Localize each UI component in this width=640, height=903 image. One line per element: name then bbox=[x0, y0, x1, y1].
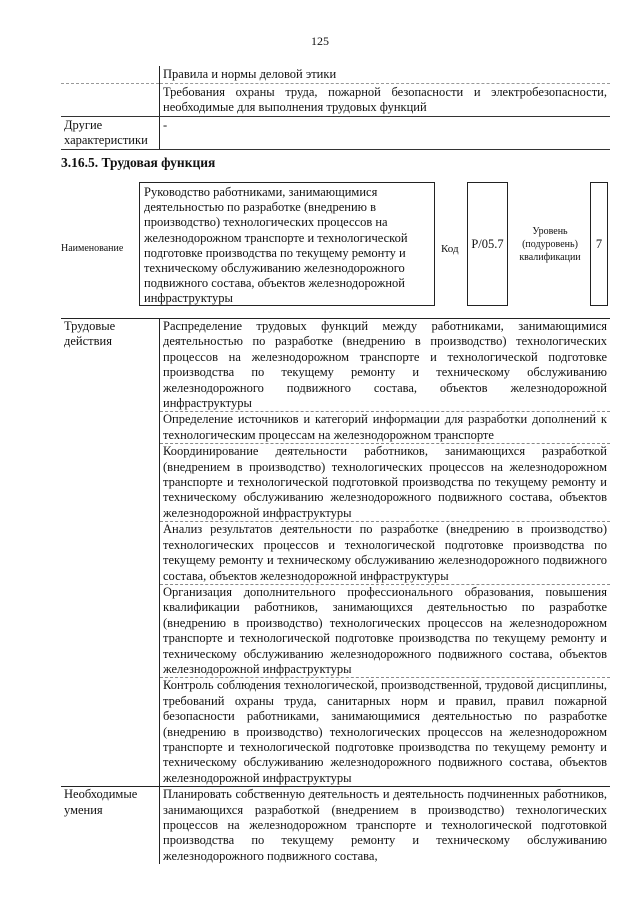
required-skill-item: Планировать собственную деятельность и деятельность подчиненных работников, занимающихся разработкой (внедрением в производство) технологических процессов на железнодорожном транспорте и технологической подготовкой производства по текущему ремонту и техническому обслуживанию железнодорожного подвижного состава, bbox=[163, 787, 607, 863]
code-label: Код bbox=[441, 243, 459, 255]
row-label: Другие характеристики bbox=[61, 117, 160, 150]
table-row bbox=[61, 117, 610, 150]
row-label bbox=[61, 84, 160, 117]
name-label: Наименование bbox=[61, 243, 124, 254]
labor-action-item: Координирование деятельности работников, занимающихся разработкой (внедрением в производство) технологических процессов на железнодорожном транспорте и технологической подготовкой производства по текущему ремонту и техническому обслуживанию железнодорожного подвижного состава, объектов железнодорожной инфраструктуры bbox=[160, 444, 611, 522]
table-row bbox=[61, 66, 610, 84]
function-code-box: Р/05.7 bbox=[467, 182, 508, 306]
labor-function-table bbox=[61, 318, 610, 864]
row-text: - bbox=[160, 117, 611, 150]
section-title: 3.16.5. Трудовая функция bbox=[61, 155, 216, 170]
required-skills-label: Необходимые умения bbox=[61, 787, 160, 865]
table-row bbox=[61, 787, 610, 865]
labor-action-item: Распределение трудовых функций между работниками, занимающимися деятельностью по разработке (внедрению в производство) технологических процессов на железнодорожном транспорте и технологической подготовке производства по текущему ремонту и техническому обслуживанию железнодорожного подвижного состава, объектов железнодорожной инфраструктуры bbox=[160, 319, 611, 412]
labor-actions-label: Трудовые действия bbox=[61, 319, 160, 412]
row-label bbox=[61, 66, 160, 84]
row-text: Правила и нормы деловой этики bbox=[160, 66, 611, 84]
labor-action-item: Определение источников и категорий информации для разработки дополнений к технологическим процессам на железнодорожном транспорте bbox=[160, 412, 611, 444]
page-number: 125 bbox=[311, 34, 329, 48]
qualification-level-box: 7 bbox=[590, 182, 608, 306]
row-text: Требования охраны труда, пожарной безопасности и электробезопасности, необходимые для выполнения трудовых функций bbox=[160, 84, 611, 117]
table-row bbox=[61, 444, 610, 522]
labor-action-item: Организация дополнительного профессионального образования, повышения квалификации работников, занимающихся деятельностью по разработке (внедрению в производство) технологических процессов на железнодорожном транспорте и технологической подготовке производства по текущему ремонту и техническому обслуживанию железнодорожного подвижного состава, объектов железнодорожной инфраструктуры bbox=[160, 584, 611, 677]
table-row bbox=[61, 522, 610, 585]
qualification-level-label: Уровень (подуровень) квалификации bbox=[519, 226, 581, 263]
table-row bbox=[61, 412, 610, 444]
labor-action-item: Анализ результатов деятельности по разработке (внедрению в производство) технологических процессов и технологической подготовке производства по текущему ремонту и техническому обслуживанию железнодорожного подвижного состава, объектов железнодорожной инфраструктуры bbox=[160, 522, 611, 585]
function-name-box: Руководство работниками, занимающимися деятельностью по разработке (внедрению в производство) технологических процессов на железнодорожном транспорте и технологической подготовке производства по текущему ремонту и техническому обслуживанию железнодорожного подвижного состава, объектов железнодорожной инфраструктуры bbox=[139, 182, 435, 306]
table-row bbox=[61, 584, 610, 677]
top-continuation-table bbox=[61, 66, 610, 150]
table-row bbox=[61, 319, 610, 412]
table-row bbox=[61, 84, 610, 117]
table-row bbox=[61, 678, 610, 787]
labor-action-item: Контроль соблюдения технологической, производственной, трудовой дисциплины, требований охраны труда, санитарных норм и правил, правил пожарной безопасности работниками, занимающимися деятельностью по разработке (внедрению в производство) технологических процессов на железнодорожном транспорте и технологической подготовке производства по текущему ремонту и техническому обслуживанию железнодорожного подвижного состава, объектов железнодорожной инфраструктуры bbox=[160, 678, 611, 787]
